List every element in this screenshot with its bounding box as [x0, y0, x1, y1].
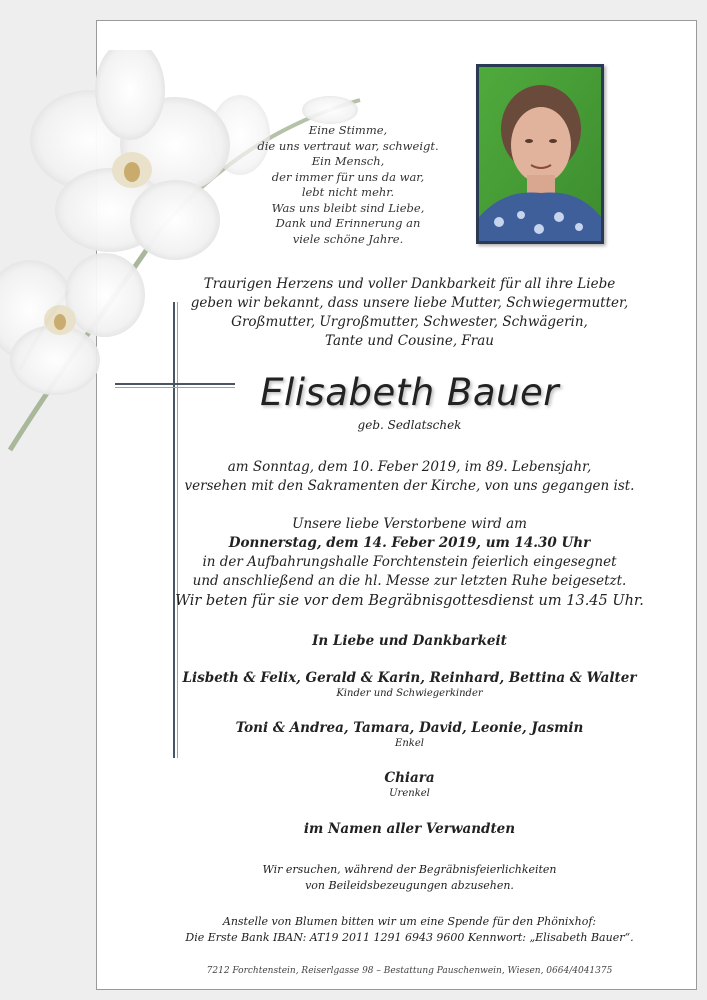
- poem-line: Eine Stimme,: [308, 123, 388, 137]
- funeral-info: [112, 515, 707, 591]
- donation-line: Anstelle von Blumen bitten wir um eine Spende für den Phönixhof:: [222, 915, 597, 928]
- birth-name: geb. Sedlatschek: [357, 418, 462, 432]
- relatives-line: im Namen aller Verwandten: [303, 821, 516, 837]
- donation-line: Die Erste Bank IBAN: AT19 2011 1291 6943 9600 Kennwort: „Elisabeth Bauer“.: [185, 931, 634, 944]
- death-notice-line: versehen mit den Sakramenten der Kirche, von uns gegangen ist.: [184, 478, 635, 494]
- intro-line: Traurigen Herzens und voller Dankbarkeit für all ihre Liebe: [203, 276, 616, 292]
- poem-line: der immer für uns da war,: [271, 169, 425, 184]
- funeral-line: Unsere liebe Verstorbene wird am: [292, 516, 527, 532]
- poem-line: viele schöne Jahre.: [292, 231, 404, 246]
- poem-line: lebt nicht mehr.: [301, 185, 395, 199]
- funeral-line: und anschließend an die hl. Messe zur letzten Ruhe beigesetzt.: [192, 573, 627, 589]
- intro-text: [112, 275, 707, 351]
- portrait-photo: [476, 64, 604, 244]
- children-label: Kinder und Schwiegerkinder: [336, 688, 483, 699]
- donation-info: [112, 914, 707, 946]
- funeral-date: Donnerstag, dem 14. Feber 2019, um 14.30 Uhr: [228, 535, 591, 551]
- death-notice: [112, 458, 707, 496]
- poem-line: Ein Mensch,: [311, 154, 385, 168]
- great-grandchildren-names: Chiara: [384, 770, 435, 786]
- footer-address: 7212 Forchtenstein, Reiserlgasse 98 – Bestattung Pauschenwein, Wiesen, 0664/4041375: [206, 966, 613, 976]
- death-notice-line: am Sonntag, dem 10. Feber 2019, im 89. Lebensjahr,: [227, 459, 592, 475]
- intro-line: geben wir bekannt, dass unsere liebe Mutter, Schwiegermutter,: [190, 295, 629, 311]
- prayer-time: Wir beten für sie vor dem Begräbnisgottesdienst um 13.45 Uhr.: [175, 593, 644, 609]
- poem-line: Was uns bleibt sind Liebe,: [271, 200, 425, 215]
- request-line: Wir ersuchen, während der Begräbnisfeierlichkeiten: [262, 863, 557, 876]
- mourners-heading: In Liebe und Dankbarkeit: [312, 633, 507, 649]
- condolence-request: [112, 862, 707, 894]
- poem-line: Dank und Erinnerung an: [275, 216, 421, 230]
- poem: [248, 123, 448, 247]
- portrait-image: [479, 67, 601, 241]
- poem-line: die uns vertraut war, schweigt.: [257, 138, 439, 153]
- request-line: von Beileidsbezeugungen abzusehen.: [305, 879, 514, 892]
- deceased-name: Elisabeth Bauer: [260, 371, 559, 414]
- funeral-line: in der Aufbahrungshalle Forchtenstein feierlich eingesegnet: [202, 554, 617, 570]
- grandchildren-label: Enkel: [395, 738, 424, 749]
- great-grandchildren-label: Urenkel: [389, 788, 430, 799]
- children-names: Lisbeth & Felix, Gerald & Karin, Reinhard, Bettina & Walter: [182, 670, 637, 686]
- grandchildren-names: Toni & Andrea, Tamara, David, Leonie, Jasmin: [235, 720, 584, 736]
- intro-line: Großmutter, Urgroßmutter, Schwester, Schwägerin,: [231, 314, 588, 330]
- intro-line: Tante und Cousine, Frau: [325, 333, 494, 349]
